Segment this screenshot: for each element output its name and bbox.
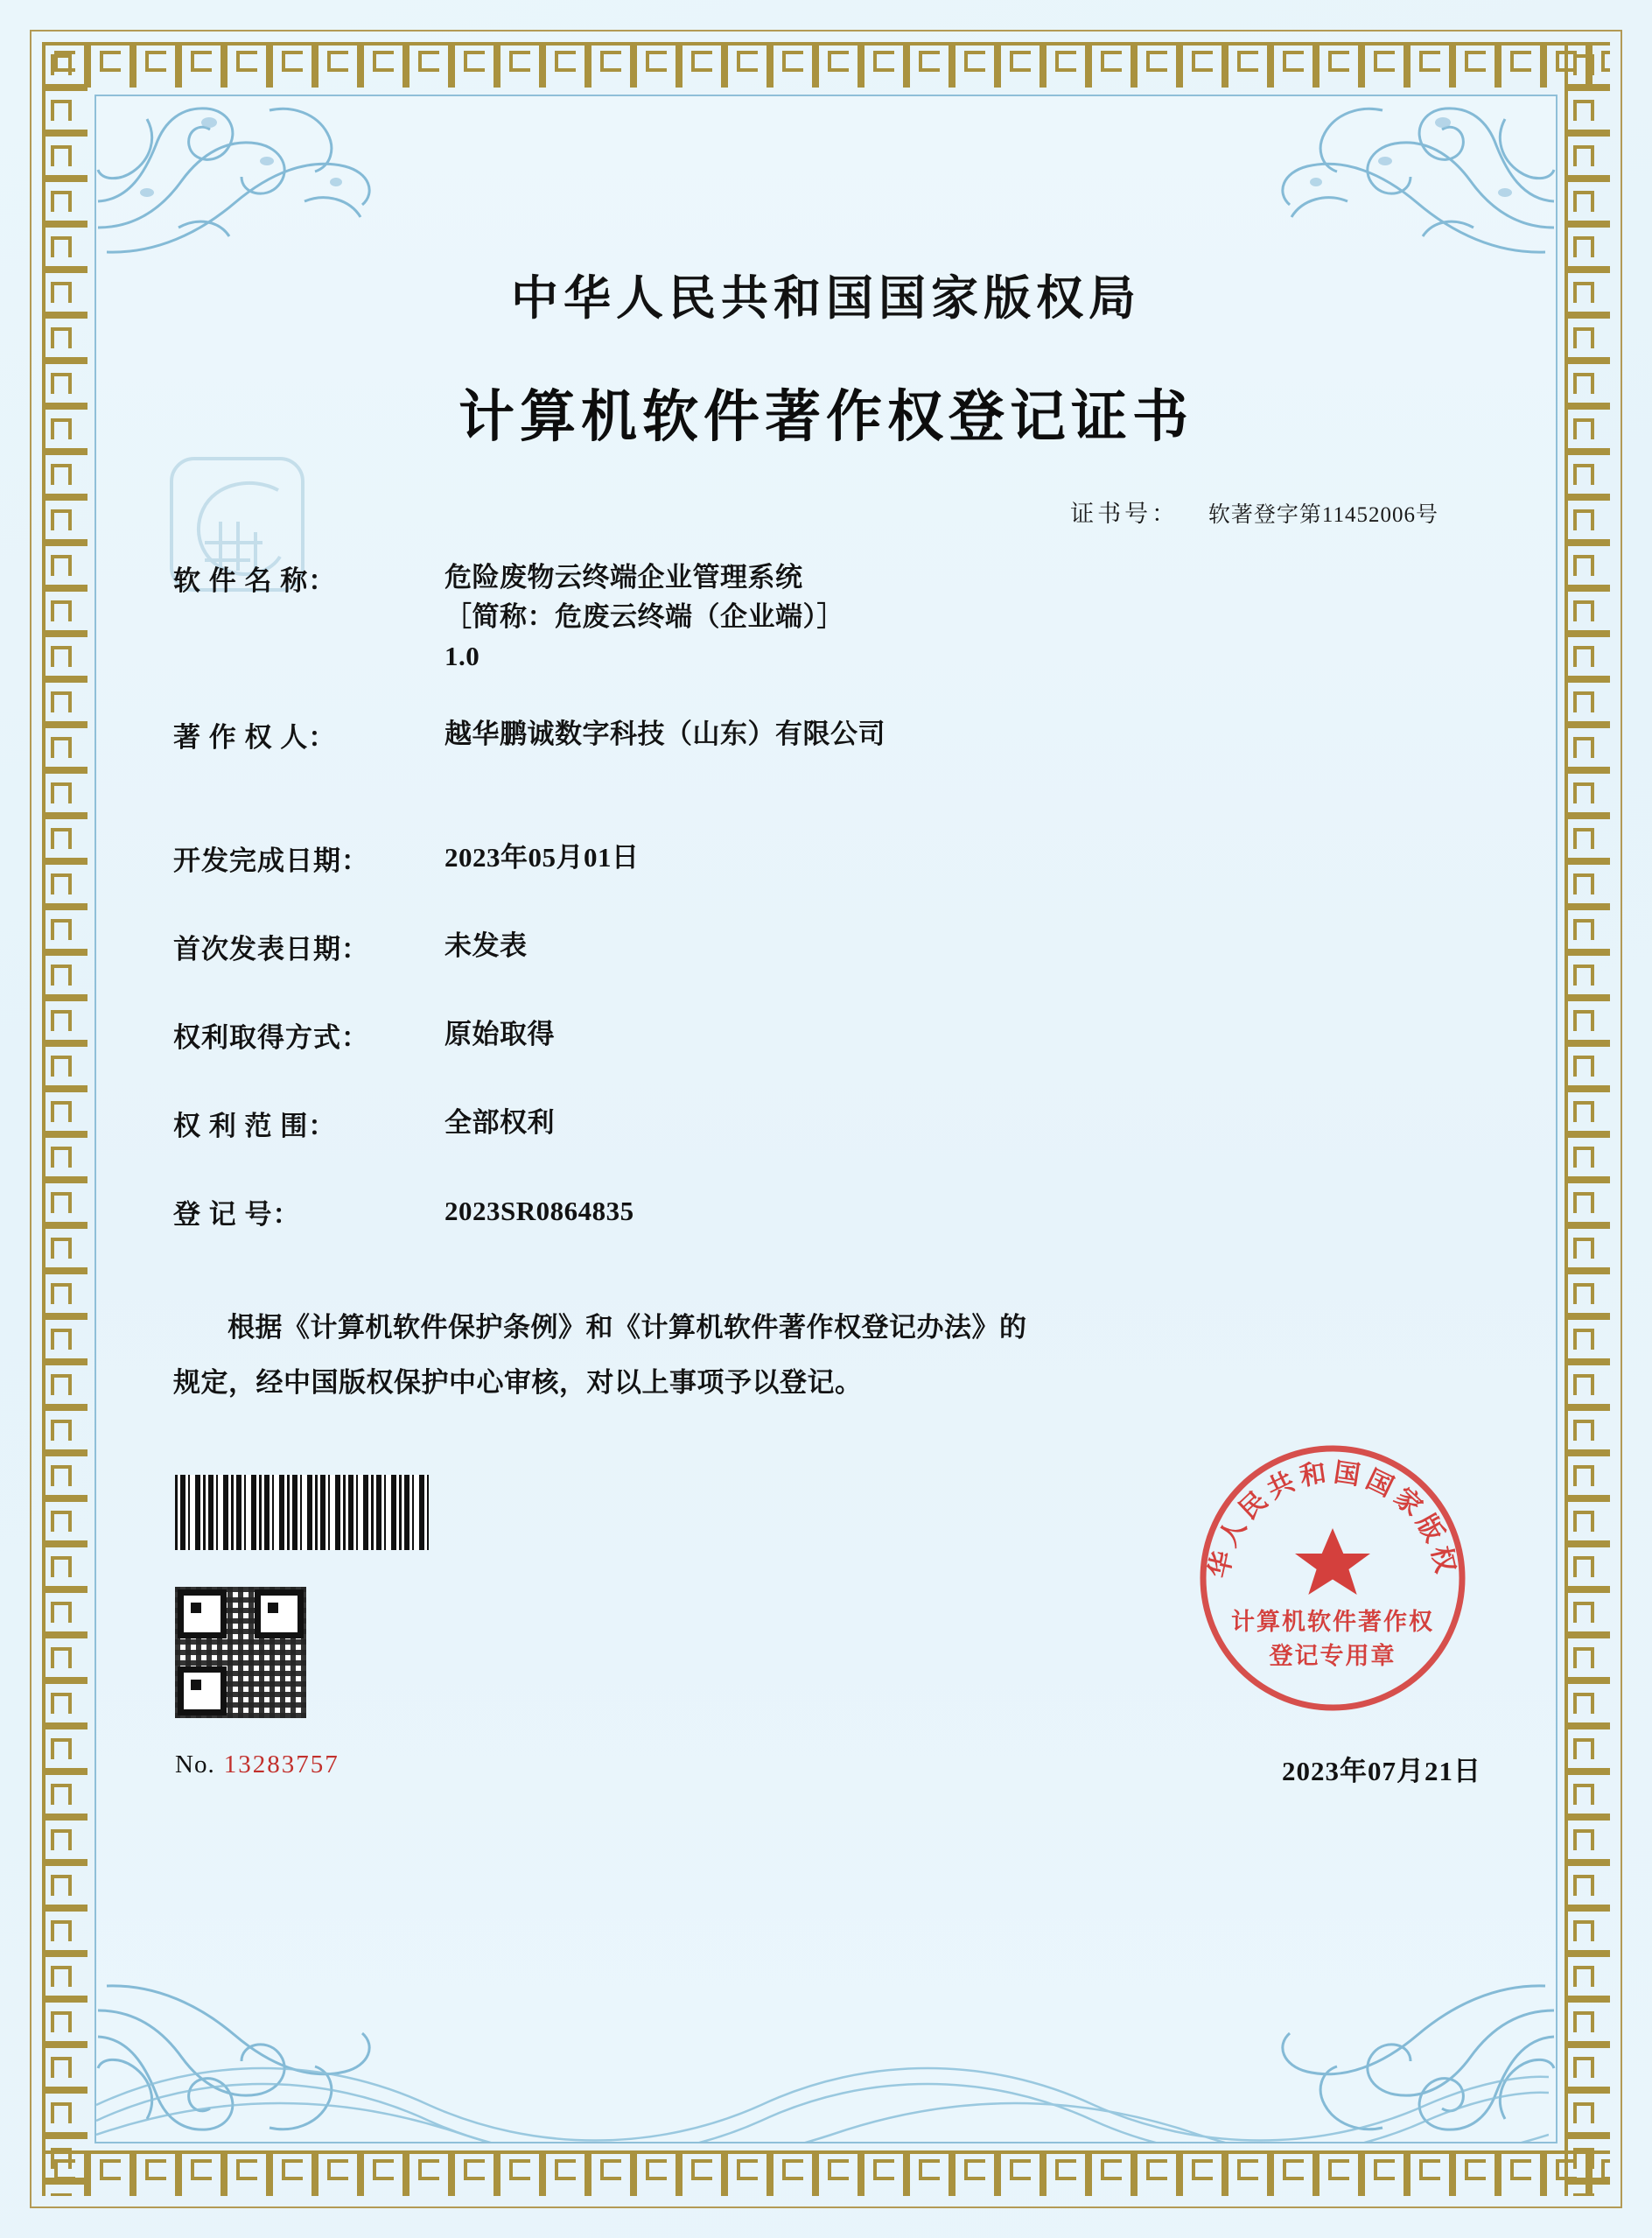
field-software-name — [173, 558, 1479, 677]
page-title-issuer: 中华人民共和国国家版权局 — [511, 270, 1141, 326]
codes-group — [175, 1475, 429, 1718]
field-label: 著 作 权 人： — [173, 721, 337, 753]
statement-line-1: 根据《计算机软件保护条例》和《计算机软件著作权登记办法》的 — [228, 1311, 1027, 1343]
certificate-number-row — [173, 495, 1479, 529]
field-label: 权 利 范 围： — [173, 1110, 337, 1141]
meander-border-right — [1564, 42, 1610, 2196]
serial-value: 13283757 — [223, 1750, 340, 1778]
certificate-content — [94, 95, 1558, 2143]
field-label: 首次发表日期： — [173, 933, 369, 965]
meander-border-bottom — [42, 2150, 1610, 2196]
software-name-line2: ［简称：危废云终端（企业端）］ — [444, 600, 844, 632]
statement-paragraph — [173, 1300, 1479, 1411]
field-value: 2023年05月01日 — [444, 841, 640, 873]
field-label: 开发完成日期： — [173, 845, 369, 876]
seal-text-line1: 计算机软件著作权 — [1231, 1609, 1434, 1636]
field-registration-number — [173, 1192, 1479, 1231]
field-label: 权利取得方式： — [173, 1021, 369, 1053]
field-label: 软 件 名 称： — [173, 565, 337, 596]
field-copyright-owner — [173, 715, 1479, 754]
serial-number — [175, 1750, 340, 1779]
certificate-number-value: 软著登字第11452006号 — [1208, 503, 1438, 527]
serial-label: No. — [175, 1750, 215, 1778]
certificate-number-label: 证书号： — [1070, 501, 1180, 527]
meander-border-left — [42, 42, 88, 2196]
field-value: 越华鹏诚数字科技（山东）有限公司 — [444, 718, 886, 749]
barcode-image — [175, 1475, 429, 1550]
svg-text:中华人民共和国国家版权局: 华人民共和国国家版权 — [1203, 1456, 1462, 1582]
seal-text-line2: 登记专用章 — [1269, 1643, 1396, 1671]
issue-date: 2023年07月21日 — [1282, 1756, 1481, 1786]
field-value: 2023SR0864835 — [444, 1195, 634, 1226]
field-first-publication-date — [173, 927, 1479, 966]
field-label: 登 记 号： — [173, 1198, 301, 1230]
software-name-line1: 危险废物云终端企业管理系统 — [444, 562, 803, 593]
field-rights-acquisition — [173, 1015, 1479, 1055]
field-value: 未发表 — [444, 930, 528, 961]
meander-border-top — [42, 42, 1610, 88]
fields-section — [173, 558, 1479, 1231]
field-value: 原始取得 — [444, 1018, 555, 1049]
qr-code-image — [175, 1587, 306, 1718]
field-rights-scope — [173, 1104, 1479, 1143]
page-title-main: 计算机软件著作权登记证书 — [458, 384, 1194, 450]
field-value — [444, 558, 844, 677]
software-version: 1.0 — [444, 640, 480, 671]
statement-line-2: 规定，经中国版权保护中心审核，对以上事项予以登记。 — [173, 1367, 863, 1399]
field-development-completion-date — [173, 838, 1479, 878]
field-value: 全部权利 — [444, 1106, 555, 1138]
